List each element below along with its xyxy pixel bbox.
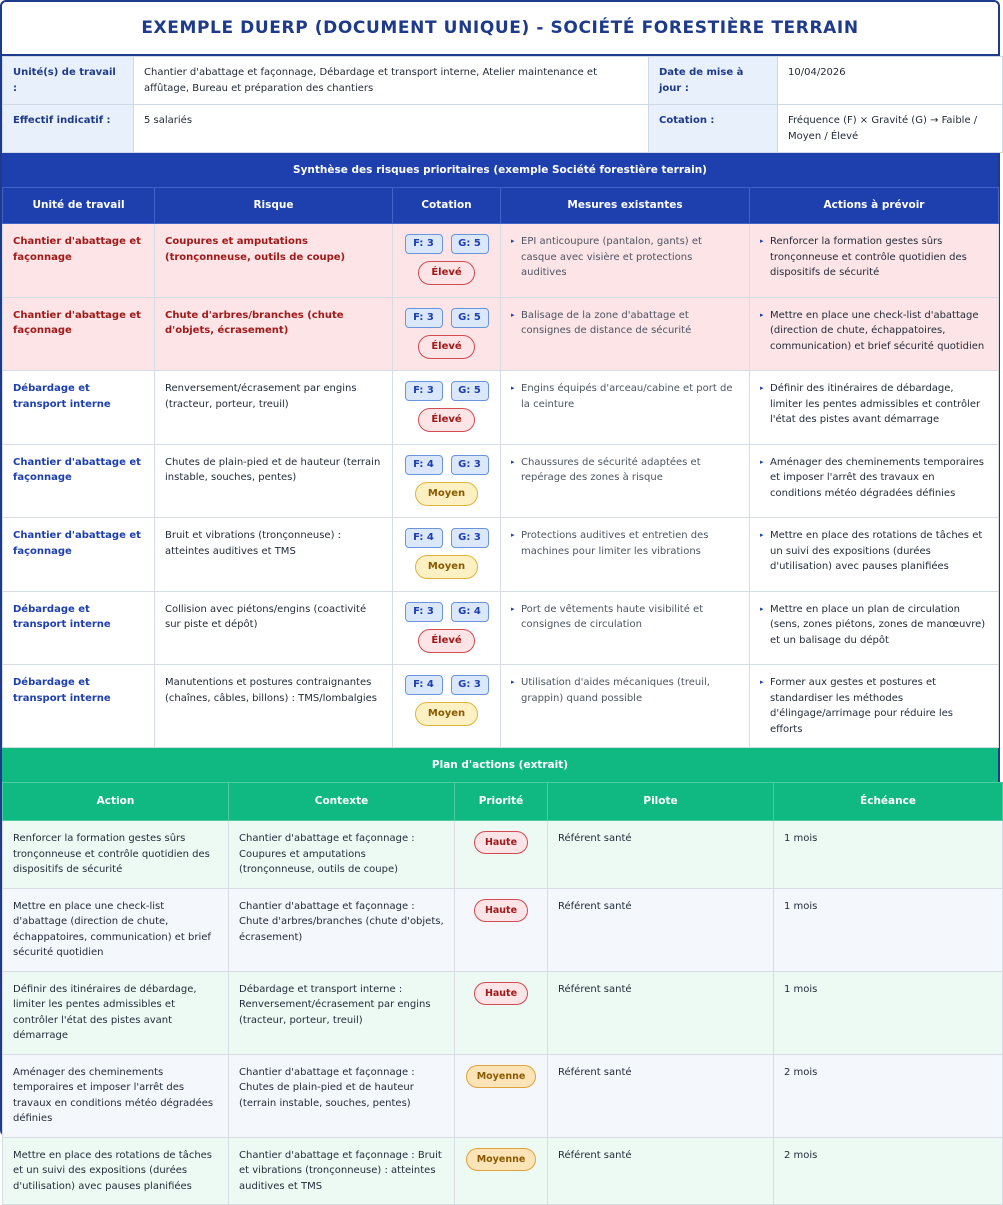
measures-text: EPI anticoupure (pantalon, gants) et casque avec visière et protections auditives bbox=[521, 236, 702, 278]
gravity-chip: G: 5 bbox=[451, 234, 489, 254]
priority-badge: Haute bbox=[474, 982, 528, 1005]
actions-cell bbox=[750, 518, 999, 592]
unites-value: Chantier d'abattage et façonnage, Débardage et transport interne, Atelier maintenance et affûtage, Bureau et préparation des chantiers bbox=[134, 57, 649, 105]
frequency-chip: F: 4 bbox=[405, 675, 443, 695]
actions-cell bbox=[750, 371, 999, 445]
risk-description: Bruit et vibrations (tronçonneuse) : atteintes auditives et TMS bbox=[155, 518, 393, 592]
risk-description: Collision avec piétons/engins (coactivité sur piste et dépôt) bbox=[155, 591, 393, 665]
risk-description: Chute d'arbres/branches (chute d'objets, écrasement) bbox=[155, 297, 393, 371]
cotation-cell bbox=[393, 665, 501, 748]
col-header-priority: Priorité bbox=[455, 783, 548, 821]
priority-badge: Haute bbox=[474, 899, 528, 922]
actions-text: Mettre en place un plan de circulation (sens, zones piétons, zones de manœuvre) et un balisage du dépôt bbox=[770, 603, 986, 646]
risk-table bbox=[2, 187, 999, 748]
cotation-cell bbox=[393, 444, 501, 518]
plan-context: Chantier d'abattage et façonnage : Coupures et amputations (tronçonneuse, outils de coupe) bbox=[229, 821, 455, 889]
risk-unit: Chantier d'abattage et façonnage bbox=[3, 444, 155, 518]
measures-text: Chaussures de sécurité adaptées et repérage des zones à risque bbox=[521, 456, 701, 483]
plan-row bbox=[3, 888, 1003, 971]
level-badge: Moyen bbox=[415, 702, 478, 726]
date-value: 10/04/2026 bbox=[778, 57, 1003, 105]
bullet-icon: ▸ bbox=[511, 457, 515, 466]
actions-cell bbox=[750, 444, 999, 518]
plan-row bbox=[3, 821, 1003, 889]
frequency-chip: F: 3 bbox=[405, 234, 443, 254]
frequency-chip: F: 3 bbox=[405, 308, 443, 328]
unites-label: Unité(s) de travail : bbox=[3, 57, 134, 105]
actions-cell bbox=[750, 297, 999, 371]
gravity-chip: G: 3 bbox=[451, 675, 489, 695]
level-badge: Moyen bbox=[415, 482, 478, 506]
measures-text: Engins équipés d'arceau/cabine et port de la ceinture bbox=[521, 383, 733, 410]
actions-text: Définir des itinéraires de débardage, limiter les pentes admissibles et contrôler l'état des pistes avant démarrage bbox=[770, 383, 981, 425]
plan-header-row bbox=[3, 783, 1003, 821]
col-header-actions: Actions à prévoir bbox=[750, 188, 999, 224]
risk-unit: Chantier d'abattage et façonnage bbox=[3, 518, 155, 592]
meta-table bbox=[2, 56, 1003, 153]
plan-action: Mettre en place une check-list d'abattage (direction de chute, échappatoires, communication) et brief sécurité quotidien bbox=[3, 888, 229, 971]
measures-cell bbox=[501, 444, 750, 518]
frequency-chip: F: 4 bbox=[405, 528, 443, 548]
effectif-value: 5 salariés bbox=[134, 105, 649, 153]
bullet-icon: ▸ bbox=[760, 457, 764, 466]
plan-deadline: 1 mois bbox=[774, 821, 1003, 889]
col-header-cotation: Cotation bbox=[393, 188, 501, 224]
col-header-measures: Mesures existantes bbox=[501, 188, 750, 224]
effectif-label: Effectif indicatif : bbox=[3, 105, 134, 153]
cotation-cell bbox=[393, 591, 501, 665]
plan-pilot: Référent santé bbox=[548, 1137, 774, 1205]
plan-deadline: 2 mois bbox=[774, 1054, 1003, 1137]
bullet-icon: ▸ bbox=[511, 531, 515, 539]
risk-row bbox=[3, 444, 999, 518]
risk-unit: Chantier d'abattage et façonnage bbox=[3, 297, 155, 371]
level-badge: Moyen bbox=[415, 555, 478, 579]
priority-cell bbox=[455, 821, 548, 889]
risk-unit: Débardage et transport interne bbox=[3, 591, 155, 665]
plan-pilot: Référent santé bbox=[548, 888, 774, 971]
plan-table bbox=[2, 782, 1003, 1205]
cotation-cell bbox=[393, 518, 501, 592]
plan-context: Chantier d'abattage et façonnage : Chutes de plain-pied et de hauteur (terrain instable, souches, pentes) bbox=[229, 1054, 455, 1137]
actions-text: Mettre en place des rotations de tâches et un suivi des expositions (durées d'utilisation) avec pauses planifiées bbox=[770, 530, 983, 572]
measures-text: Utilisation d'aides mécaniques (treuil, grappin) quand possible bbox=[521, 677, 710, 704]
plan-pilot: Référent santé bbox=[548, 971, 774, 1054]
risk-row bbox=[3, 371, 999, 445]
gravity-chip: G: 5 bbox=[451, 308, 489, 328]
actions-text: Aménager des cheminements temporaires et imposer l'arrêt des travaux en conditions météo dégradées définies bbox=[770, 456, 984, 499]
gravity-chip: G: 3 bbox=[451, 528, 489, 548]
cotation-cell bbox=[393, 297, 501, 371]
measures-text: Balisage de la zone d'abattage et consignes de distance de sécurité bbox=[521, 309, 692, 336]
gravity-chip: G: 3 bbox=[451, 455, 489, 475]
cotation-cell bbox=[393, 224, 501, 298]
priority-cell bbox=[455, 888, 548, 971]
plan-deadline: 1 mois bbox=[774, 971, 1003, 1054]
plan-section-title: Plan d'actions (extrait) bbox=[2, 748, 998, 782]
risk-description: Coupures et amputations (tronçonneuse, outils de coupe) bbox=[155, 224, 393, 298]
priority-badge: Haute bbox=[474, 831, 528, 854]
col-header-pilot: Pilote bbox=[548, 783, 774, 821]
measures-text: Port de vêtements haute visibilité et consignes de circulation bbox=[521, 603, 704, 630]
risk-row bbox=[3, 665, 999, 748]
plan-context: Chantier d'abattage et façonnage : Chute d'arbres/branches (chute d'objets, écrasement) bbox=[229, 888, 455, 971]
plan-context: Débardage et transport interne : Renversement/écrasement par engins (tracteur, porteur, treuil) bbox=[229, 971, 455, 1054]
frequency-chip: F: 4 bbox=[405, 455, 443, 475]
measures-cell bbox=[501, 371, 750, 445]
priority-badge: Moyenne bbox=[466, 1148, 537, 1171]
risk-unit: Débardage et transport interne bbox=[3, 665, 155, 748]
level-badge: Élevé bbox=[418, 335, 474, 359]
plan-deadline: 2 mois bbox=[774, 1137, 1003, 1205]
actions-cell bbox=[750, 224, 999, 298]
plan-action: Mettre en place des rotations de tâches et un suivi des expositions (durées d'utilisation) avec pauses planifiées bbox=[3, 1137, 229, 1205]
frequency-chip: F: 3 bbox=[405, 602, 443, 622]
bullet-icon: ▸ bbox=[760, 384, 764, 392]
priority-cell bbox=[455, 1137, 548, 1205]
bullet-icon: ▸ bbox=[511, 237, 515, 245]
measures-cell bbox=[501, 518, 750, 592]
level-badge: Élevé bbox=[418, 629, 474, 653]
risk-row bbox=[3, 518, 999, 592]
risk-description: Chutes de plain-pied et de hauteur (terrain instable, souches, pentes) bbox=[155, 444, 393, 518]
cotation-cell bbox=[393, 371, 501, 445]
frequency-chip: F: 3 bbox=[405, 381, 443, 401]
meta-row bbox=[3, 105, 1003, 153]
measures-cell bbox=[501, 224, 750, 298]
level-badge: Élevé bbox=[418, 261, 474, 285]
plan-row bbox=[3, 971, 1003, 1054]
level-badge: Élevé bbox=[418, 408, 474, 432]
document-title: EXEMPLE DUERP (DOCUMENT UNIQUE) - SOCIÉTÉ FORESTIÈRE TERRAIN bbox=[141, 18, 859, 38]
risk-header-row bbox=[3, 188, 999, 224]
measures-text: Protections auditives et entretien des machines pour limiter les vibrations bbox=[521, 530, 709, 557]
col-header-deadline: Échéance bbox=[774, 783, 1003, 821]
priority-cell bbox=[455, 1054, 548, 1137]
bullet-icon: ▸ bbox=[760, 310, 764, 319]
col-header-action: Action bbox=[3, 783, 229, 821]
risk-row bbox=[3, 591, 999, 665]
bullet-icon: ▸ bbox=[511, 310, 515, 319]
actions-text: Renforcer la formation gestes sûrs tronçonneuse et contrôle quotidien des dispositifs de sécurité bbox=[770, 236, 967, 278]
actions-text: Former aux gestes et postures et standardiser les méthodes d'élingage/arrimage pour réduire les efforts bbox=[770, 677, 953, 735]
bullet-icon: ▸ bbox=[511, 384, 515, 392]
gravity-chip: G: 4 bbox=[451, 602, 489, 622]
priority-cell bbox=[455, 971, 548, 1054]
actions-cell bbox=[750, 665, 999, 748]
measures-cell bbox=[501, 665, 750, 748]
cotation-value: Fréquence (F) × Gravité (G) → Faible / Moyen / Élevé bbox=[778, 105, 1003, 153]
plan-action: Définir des itinéraires de débardage, limiter les pentes admissibles et contrôler l'état des pistes avant démarrage bbox=[3, 971, 229, 1054]
risk-row bbox=[3, 224, 999, 298]
risk-description: Manutentions et postures contraignantes (chaînes, câbles, billons) : TMS/lombalgies bbox=[155, 665, 393, 748]
plan-action: Renforcer la formation gestes sûrs tronçonneuse et contrôle quotidien des dispositifs de sécurité bbox=[3, 821, 229, 889]
bullet-icon: ▸ bbox=[511, 604, 515, 613]
bullet-icon: ▸ bbox=[760, 237, 764, 245]
risk-row bbox=[3, 297, 999, 371]
gravity-chip: G: 5 bbox=[451, 381, 489, 401]
plan-row bbox=[3, 1054, 1003, 1137]
bullet-icon: ▸ bbox=[760, 531, 764, 539]
actions-cell bbox=[750, 591, 999, 665]
bullet-icon: ▸ bbox=[511, 678, 515, 686]
plan-deadline: 1 mois bbox=[774, 888, 1003, 971]
col-header-risk: Risque bbox=[155, 188, 393, 224]
risk-description: Renversement/écrasement par engins (tracteur, porteur, treuil) bbox=[155, 371, 393, 445]
bullet-icon: ▸ bbox=[760, 604, 764, 613]
plan-action: Aménager des cheminements temporaires et imposer l'arrêt des travaux en conditions météo dégradées définies bbox=[3, 1054, 229, 1137]
meta-row bbox=[3, 57, 1003, 105]
plan-context: Chantier d'abattage et façonnage : Bruit et vibrations (tronçonneuse) : atteintes auditives et TMS bbox=[229, 1137, 455, 1205]
priority-badge: Moyenne bbox=[466, 1065, 537, 1088]
risk-unit: Chantier d'abattage et façonnage bbox=[3, 224, 155, 298]
plan-row bbox=[3, 1137, 1003, 1205]
plan-pilot: Référent santé bbox=[548, 1054, 774, 1137]
plan-pilot: Référent santé bbox=[548, 821, 774, 889]
col-header-context: Contexte bbox=[229, 783, 455, 821]
document-title-bar bbox=[2, 2, 998, 56]
measures-cell bbox=[501, 297, 750, 371]
actions-text: Mettre en place une check-list d'abattage (direction de chute, échappatoires, communication) et brief sécurité quotidien bbox=[770, 309, 985, 352]
col-header-unit: Unité de travail bbox=[3, 188, 155, 224]
cotation-label: Cotation : bbox=[649, 105, 778, 153]
risk-section-title: Synthèse des risques prioritaires (exemple Société forestière terrain) bbox=[2, 153, 998, 187]
bullet-icon: ▸ bbox=[760, 678, 764, 686]
date-label: Date de mise à jour : bbox=[649, 57, 778, 105]
risk-unit: Débardage et transport interne bbox=[3, 371, 155, 445]
measures-cell bbox=[501, 591, 750, 665]
